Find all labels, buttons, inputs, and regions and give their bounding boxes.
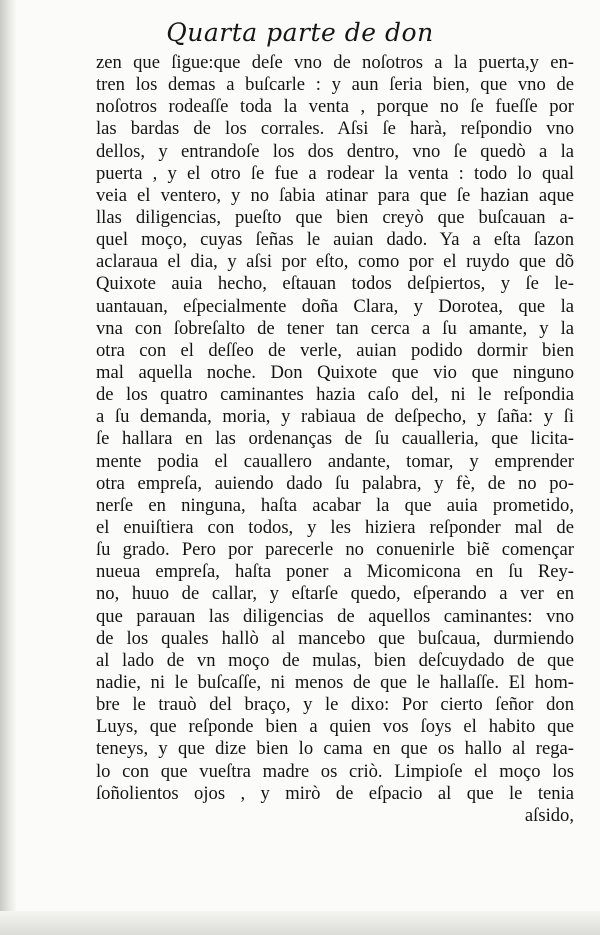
text-line: uantauan, eſpecialmente doña Clara, y Dorotea, que la [96, 295, 574, 317]
running-head: Quarta parte de don [166, 18, 434, 47]
text-line: de los quatro caminantes hazia caſo del, ni le reſpondia [96, 384, 574, 406]
text-line: nadie, ni le buſcaſſe, ni menos de que le hallaſſe. El hom- [96, 671, 574, 693]
text-line: aclaraua el dia, y aſsi por eſto, como por el ruydo que dõ [96, 251, 574, 273]
text-line: teneys, y que dize bien lo cama en que os hallo al rega- [96, 738, 574, 760]
text-line: nerſe en ninguna, haſta acabar la que auia prometido, [96, 494, 574, 516]
text-line: zen que ſigue:que deſe vno de noſotros a la puerta,y en- [96, 52, 574, 73]
text-line: el enuiſtiera con todos, y les hiziera reſponder mal de [96, 516, 574, 538]
text-line: ſe hallara en las ordenanças de ſu caualleria, que licita- [96, 428, 574, 450]
text-line: las bardas de los corrales. Aſsi ſe harà, reſpondio vno [96, 118, 574, 140]
text-line: noſotros rodeaſſe toda la venta , porque no ſe fueſſe por [96, 96, 574, 118]
text-line: tren los demas a buſcarle : y aun ſeria bien, que vno de [96, 74, 574, 96]
page-bottom-edge [0, 911, 600, 935]
text-line: otra empreſa, auiendo dado ſu palabra, y fè, de no po- [96, 472, 574, 494]
text-line: mal aquella noche. Don Quixote que vio que ninguno [96, 361, 574, 383]
text-line: mente podia el cauallero andante, tomar, y emprender [96, 450, 574, 472]
text-line: aſsido, [524, 804, 574, 826]
text-line: puerta , y el otro ſe fue a rodear la venta : todo lo qual [96, 162, 574, 184]
body-text [96, 52, 574, 827]
text-line: bre le trauò del braço, y le dixo: Por cierto ſeñor don [96, 694, 574, 716]
text-line: vna con ſobreſalto de tener tan cerca a ſu amante, y la [96, 317, 574, 339]
text-line: Quixote auia hecho, eſtauan todos deſpiertos, y ſe le- [96, 273, 574, 295]
text-line: dellos, y entrandoſe los dos dentro, vno ſe quedò a la [96, 140, 574, 162]
text-line: veia el ventero, y no ſabia atinar para que ſe hazian aque [96, 184, 574, 206]
text-line: otra con el deſſeo de verle, auian podido dormir bien [96, 339, 574, 361]
text-line: ſu grado. Pero por parecerle no conuenirle biẽ començar [96, 539, 574, 561]
text-line: ſoñolientos ojos , y mirò de eſpacio al que le tenia [96, 782, 574, 804]
text-line: quel moço, cuyas ſeñas le auian dado. Ya a eſta ſazon [96, 229, 574, 251]
page-gutter-shadow [0, 0, 16, 935]
text-line: al lado de vn moço de mulas, bien deſcuydado de que [96, 649, 574, 671]
text-line: lo con que vueſtra madre os criò. Limpioſe el moço los [96, 760, 574, 782]
text-line: a ſu demanda, moria, y rabiaua de deſpecho, y ſaña: y ſi [96, 406, 574, 428]
text-line: Luys, que reſponde bien a quien vos ſoys el habito que [96, 716, 574, 738]
text-line: que parauan las diligencias de aquellos caminantes: vno [96, 605, 574, 627]
text-line: nueua empreſa, haſta poner a Micomicona en ſu Rey- [96, 561, 574, 583]
text-line: llas diligencias, pueſto que bien creyò que buſcauan a- [96, 206, 574, 228]
text-line: de los quales hallò al mancebo que buſcaua, durmiendo [96, 627, 574, 649]
text-line: no, huuo de callar, y eſtarſe quedo, eſperando a ver en [96, 583, 574, 605]
